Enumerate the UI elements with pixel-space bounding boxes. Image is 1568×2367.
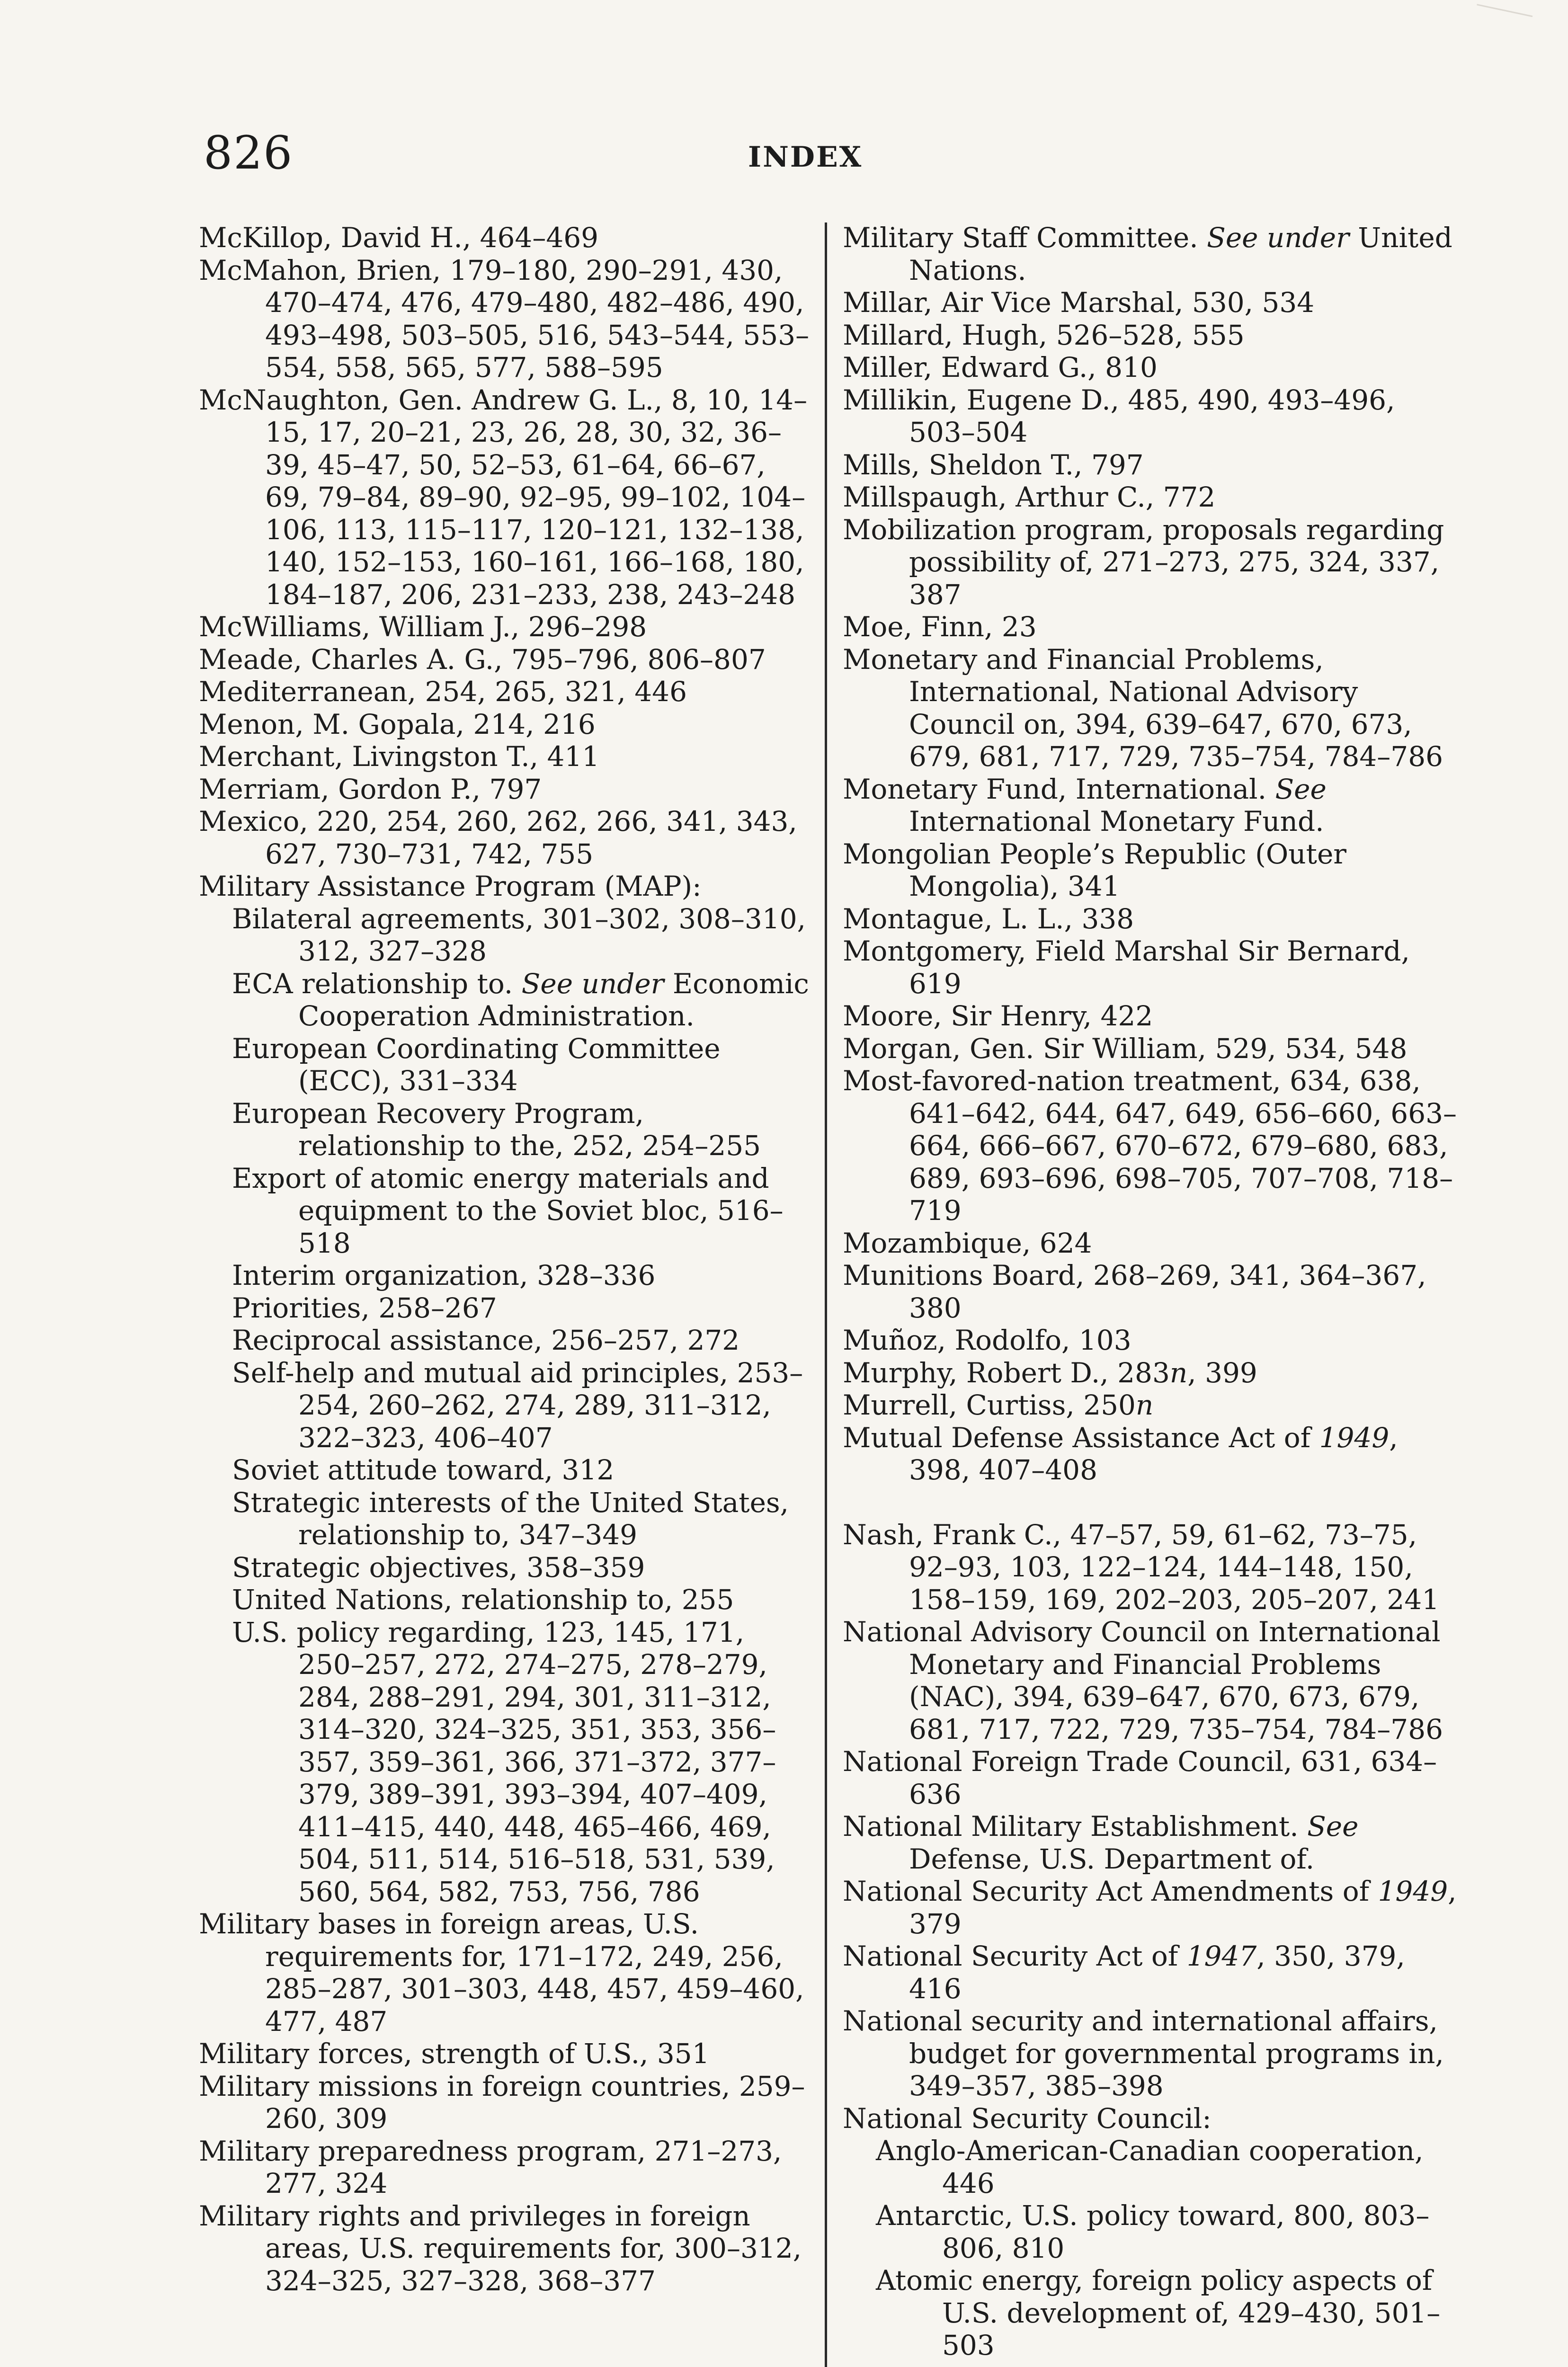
index-entry: Moe, Finn, 23 (843, 611, 1037, 643)
entry-text: Defense, U.S. Department of. (909, 1842, 1315, 1875)
index-entry: McNaughton, Gen. Andrew G. L., 8, 10, 14–15, 17, 20–21, 23, 26, 28, 30, 32, 36–39, 45–47, 50, 52–53, 61–64, 66–67, 69, 79–84, 89–90, 92–95, 99–102, 104–106, 113, 115–117, 120–121, 132–138, 140, 152–153, 160–161, 166–168, 180, 184–187, 206, 231–233, 238, 243–248 (199, 383, 808, 611)
index-entry (843, 1422, 1458, 1486)
index-entry: Mozambique, 624 (843, 1227, 1092, 1259)
index-entry: National Security Council: (843, 2102, 1212, 2135)
index-subentry: Self-help and mutual aid principles, 253–254, 260–262, 274, 289, 311–312, 322–323, 406–407 (232, 1356, 803, 1454)
index-entry (843, 1875, 1458, 1940)
page-number: 826 (204, 126, 294, 179)
index-subentry (199, 968, 814, 1032)
entry-text: Murrell, Curtiss, 250 (843, 1389, 1136, 1421)
entry-text: , 379 (909, 1875, 1457, 1940)
entry-italic: 1949 (1378, 1875, 1448, 1907)
index-entry: Military bases in foreign areas, U.S. requirements for, 171–172, 249, 256, 285–287, 301–303, 448, 457, 459–460, 477, 487 (199, 1908, 804, 2038)
index-entry: Military rights and privileges in foreign areas, U.S. requirements for, 300–312, 324–325, 327–328, 368–377 (199, 2199, 802, 2297)
index-subentry: Strategic interests of the United States, relationship to, 347–349 (232, 1486, 789, 1551)
index-subentry: U.S. policy regarding, 123, 145, 171, 250–257, 272, 274–275, 278–279, 284, 288–291, 294, 301, 311–312, 314–320, 324–325, 351, 353, 356–357, 359–361, 366, 371–372, 377–379, 389–391, 393–394, 407–409, 411–415, 440, 448, 465–466, 469, 504, 511, 514, 516–518, 531, 539, 560, 564, 582, 753, 756, 786 (232, 1616, 776, 1908)
entry-text: Economic Cooperation Administration. (298, 967, 809, 1032)
index-entry: Montgomery, Field Marshal Sir Bernard, 619 (843, 935, 1410, 1000)
index-subentry: Soviet attitude toward, 312 (232, 1454, 615, 1486)
index-entry (843, 222, 1458, 286)
entry-text: Mutual Defense Assistance Act of (843, 1421, 1319, 1454)
entry-text: United Nations. (909, 222, 1452, 286)
index-entry: Monetary and Financial Problems, International, National Advisory Council on, 394, 639–647, 670, 673, 679, 681, 717, 729, 735–754, 784–786 (843, 643, 1443, 773)
index-subentry: Interim organization, 328–336 (232, 1259, 656, 1291)
index-entry: Merriam, Gordon P., 797 (199, 773, 542, 805)
index-entry: National Foreign Trade Council, 631, 634–636 (843, 1745, 1437, 1810)
entry-text: Monetary Fund, International. (843, 773, 1275, 805)
index-entry: National Advisory Council on International Monetary and Financial Problems (NAC), 394, 639–647, 670, 673, 679, 681, 717, 722, 729, 735–754, 784–786 (843, 1616, 1443, 1745)
index-column-right (843, 222, 1458, 2362)
index-entry: Miller, Edward G., 810 (843, 351, 1158, 383)
index-entry: McWilliams, William J., 296–298 (199, 611, 647, 643)
entry-text: , 398, 407–408 (909, 1421, 1398, 1486)
index-entry: Millar, Air Vice Marshal, 530, 534 (843, 286, 1315, 319)
entry-italic: See (1307, 1810, 1359, 1842)
index-entry: Mexico, 220, 254, 260, 262, 266, 341, 343, 627, 730–731, 742, 755 (199, 805, 797, 870)
entry-italic: See under (1207, 222, 1349, 254)
index-subentry: Priorities, 258–267 (232, 1291, 497, 1324)
entry-italic: See (1275, 773, 1327, 805)
entry-italic: n (1169, 1356, 1188, 1389)
index-entry: Mills, Sheldon T., 797 (843, 448, 1144, 481)
index-entry: Millspaugh, Arthur C., 772 (843, 481, 1216, 513)
index-subentry: Bilateral agreements, 301–302, 308–310, 312, 327–328 (232, 902, 806, 967)
index-entry: McMahon, Brien, 179–180, 290–291, 430, 470–474, 476, 479–480, 482–486, 490, 493–498, 503–505, 516, 543–544, 553–554, 558, 565, 577, 588–595 (199, 254, 810, 383)
index-entry: Most-favored-nation treatment, 634, 638, 641–642, 644, 647, 649, 656–660, 663–664, 666–667, 670–672, 679–680, 683, 689, 693–696, 698–705, 707–708, 718–719 (843, 1065, 1457, 1227)
index-subentry: Reciprocal assistance, 256–257, 272 (232, 1324, 740, 1356)
entry-text: International Monetary Fund. (909, 805, 1324, 837)
entry-text: Murphy, Robert D., 283 (843, 1356, 1170, 1389)
column-divider (825, 222, 827, 2367)
index-subentry: Export of atomic energy materials and equipment to the Soviet bloc, 516–518 (232, 1162, 784, 1259)
entry-text: ECA relationship to. (232, 967, 522, 1000)
index-entry: Millikin, Eugene D., 485, 490, 493–496, 503–504 (843, 383, 1395, 448)
index-entry: Meade, Charles A. G., 795–796, 806–807 (199, 643, 766, 676)
index-entry (843, 1810, 1458, 1875)
index-entry: Mobilization program, proposals regarding possibility of, 271–273, 275, 324, 337, 387 (843, 513, 1444, 611)
entry-text: , 350, 379, 416 (909, 1940, 1405, 2005)
scan-artifact (1471, 4, 1532, 45)
index-entry (843, 1940, 1458, 2005)
index-entry (843, 773, 1458, 838)
index-entry (843, 1357, 1458, 1389)
entry-italic: See under (521, 967, 664, 1000)
entry-italic: 1947 (1186, 1940, 1257, 1972)
entry-text: , 399 (1187, 1356, 1257, 1389)
index-entry: Military preparedness program, 271–273, 277, 324 (199, 2135, 782, 2199)
entry-italic: n (1135, 1389, 1154, 1421)
index-subentry: European Recovery Program, relationship to the, 252, 254–255 (232, 1097, 761, 1162)
index-subentry: Atomic energy, foreign policy aspects of U.S. development of, 429–430, 501–503 (876, 2264, 1441, 2361)
index-entry (843, 1389, 1458, 1422)
index-entry: Menon, M. Gopala, 214, 216 (199, 708, 596, 740)
index-entry: Military missions in foreign countries, 259–260, 309 (199, 2070, 805, 2135)
index-entry: Millard, Hugh, 526–528, 555 (843, 319, 1245, 351)
index-subentry: United Nations, relationship to, 255 (232, 1584, 734, 1616)
index-entry: Moore, Sir Henry, 422 (843, 1000, 1153, 1032)
entry-text: National Military Establishment. (843, 1810, 1308, 1842)
section-gap (843, 1486, 1458, 1519)
index-entry: Merchant, Livingston T., 411 (199, 740, 600, 773)
entry-text: Military Staff Committee. (843, 222, 1207, 254)
index-entry: National security and international affairs, budget for governmental programs in, 349–357, 385–398 (843, 2005, 1444, 2102)
index-entry: Nash, Frank C., 47–57, 59, 61–62, 73–75, 92–93, 103, 122–124, 144–148, 150, 158–159, 169, 202–203, 205–207, 241 (843, 1518, 1440, 1616)
index-entry: Morgan, Gen. Sir William, 529, 534, 548 (843, 1032, 1408, 1065)
index-entry: Munitions Board, 268–269, 341, 364–367, 380 (843, 1259, 1426, 1324)
index-entry: McKillop, David H., 464–469 (199, 222, 599, 254)
index-column-left (199, 222, 814, 2297)
index-entry: Montague, L. L., 338 (843, 902, 1134, 935)
index-entry: Mongolian People’s Republic (Outer Mongolia), 341 (843, 837, 1346, 902)
running-head: INDEX (748, 141, 863, 174)
entry-italic: 1949 (1319, 1421, 1390, 1454)
index-subentry: European Coordinating Committee (ECC), 331–334 (232, 1032, 721, 1097)
entry-text: National Security Act Amendments of (843, 1875, 1378, 1907)
index-subentry: Antarctic, U.S. policy toward, 800, 803–806, 810 (876, 2199, 1430, 2264)
index-entry: Mediterranean, 254, 265, 321, 446 (199, 676, 687, 708)
index-entry: Muñoz, Rodolfo, 103 (843, 1324, 1131, 1356)
index-entry: Military Assistance Program (MAP): (199, 870, 702, 902)
index-entry: Military forces, strength of U.S., 351 (199, 2038, 710, 2070)
index-subentry: Strategic objectives, 358–359 (232, 1551, 645, 1584)
entry-text: National Security Act of (843, 1940, 1187, 1972)
index-subentry: Anglo-American-Canadian cooperation, 446 (876, 2135, 1424, 2199)
